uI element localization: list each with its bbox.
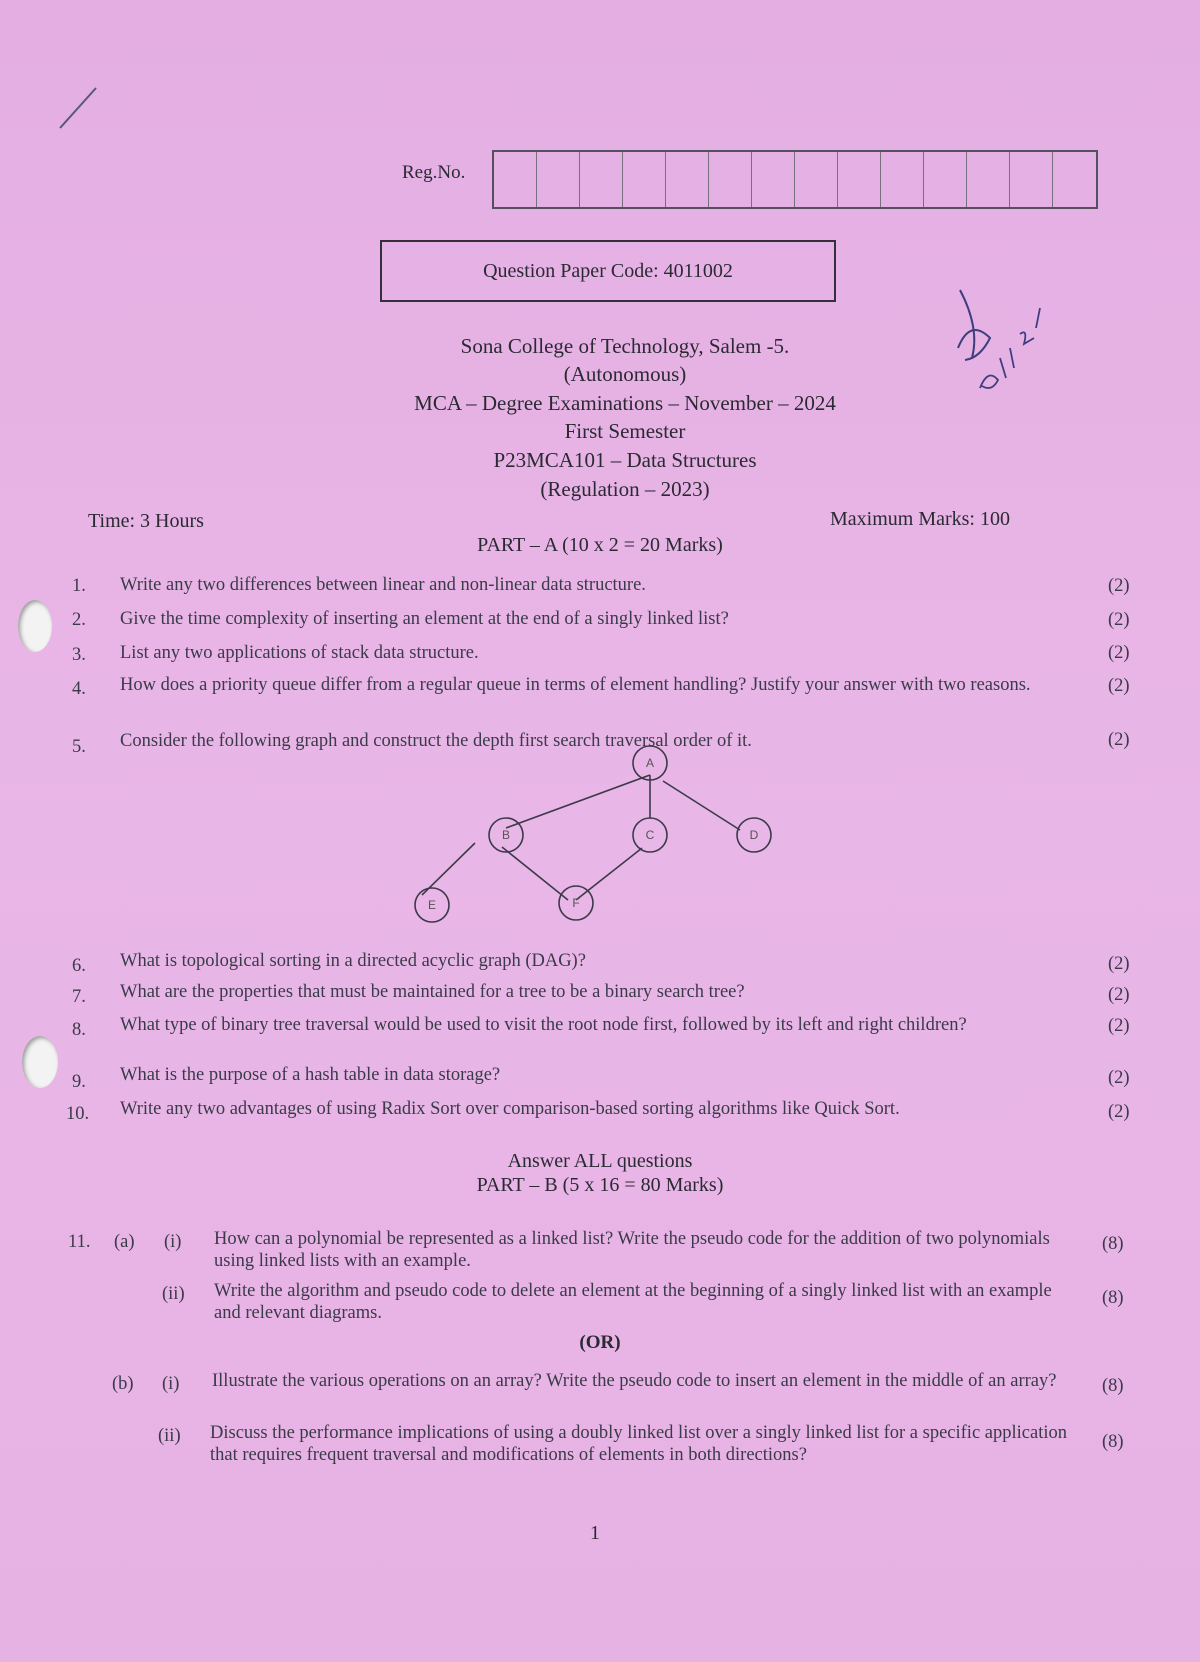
graph-edge — [422, 843, 475, 895]
graph-node-c-label: C — [645, 828, 655, 842]
pen-stroke-mark — [54, 84, 104, 134]
graph-node-f-label: F — [572, 896, 580, 910]
semester: First Semester — [564, 419, 686, 443]
punch-hole-bottom — [22, 1036, 58, 1088]
question-text: Write any two differences between linear and non-linear data structure. — [120, 575, 646, 595]
reg-no-box — [1010, 152, 1053, 207]
question-marks: (2) — [1108, 610, 1130, 630]
reg-no-box — [838, 152, 881, 207]
question-number: 11. — [68, 1232, 91, 1252]
question-marks: (8) — [1102, 1376, 1124, 1396]
question-number: 4. — [72, 679, 86, 699]
question-11a-i-text: How can a polynomial be represented as a linked list? Write the pseudo code for the addition of two polynomials using linked lists with an example. — [214, 1229, 1050, 1271]
exam-title: MCA – Degree Examinations – November – 2024 — [414, 391, 836, 415]
part-a-title: PART – A (10 x 2 = 20 Marks) — [477, 534, 723, 556]
question-number: 1. — [72, 576, 86, 596]
question-11b-i-text: Illustrate the various operations on an array? Write the pseudo code to insert an element in the middle of an array? — [212, 1371, 1057, 1391]
course-title: P23MCA101 – Data Structures — [493, 448, 757, 472]
question-paper-code: Question Paper Code: 4011002 — [483, 259, 733, 282]
question-text: What are the properties that must be maintained for a tree to be a binary search tree? — [120, 982, 745, 1002]
question-number: 5. — [72, 737, 86, 757]
part-i-label: (i) — [164, 1232, 182, 1252]
question-marks: (8) — [1102, 1234, 1124, 1254]
question-text: What is the purpose of a hash table in data storage? — [120, 1065, 501, 1085]
reg-no-box — [967, 152, 1010, 207]
time-allowed: Time: 3 Hours — [88, 510, 204, 532]
reg-no-box — [752, 152, 795, 207]
part-b-title: PART – B (5 x 16 = 80 Marks) — [476, 1174, 724, 1196]
question-number: 10. — [66, 1104, 90, 1124]
reg-no-box — [795, 152, 838, 207]
question-marks: (2) — [1108, 676, 1130, 696]
question-marks: (2) — [1108, 643, 1130, 663]
reg-no-box — [709, 152, 752, 207]
subquestion-a-label: (a) — [114, 1232, 135, 1252]
page-number: 1 — [590, 1522, 600, 1544]
graph-edge — [506, 775, 650, 828]
question-marks: (8) — [1102, 1432, 1124, 1452]
graph-node-d-label: D — [749, 828, 759, 842]
question-number: 3. — [72, 645, 86, 665]
answer-all-instruction: Answer ALL questions — [507, 1150, 693, 1172]
autonomous-label: (Autonomous) — [563, 362, 687, 386]
question-text: What is topological sorting in a directed acyclic graph (DAG)? — [120, 951, 586, 971]
reg-no-box — [580, 152, 623, 207]
graph-node-a-label: A — [645, 756, 655, 770]
question-text: Consider the following graph and construct the depth first search traversal order of it. — [120, 731, 752, 751]
question-11b-ii-text: Discuss the performance implications of using a doubly linked list over a singly linked list for a specific application that requires frequent traversal and modifications of elements in both directions? — [210, 1423, 1067, 1465]
reg-no-boxes — [492, 150, 1098, 209]
question-number: 9. — [72, 1072, 86, 1092]
or-separator: (OR) — [579, 1332, 621, 1353]
question-marks: (2) — [1108, 1102, 1130, 1122]
question-text: Write any two advantages of using Radix Sort over comparison-based sorting algorithms like Quick Sort. — [120, 1099, 900, 1119]
graph-edge — [502, 847, 568, 900]
reg-no-box — [881, 152, 924, 207]
reg-no-box — [1053, 152, 1096, 207]
question-number: 8. — [72, 1020, 86, 1040]
question-number: 6. — [72, 956, 86, 976]
question-marks: (2) — [1108, 1068, 1130, 1088]
question-11a-ii-text: Write the algorithm and pseudo code to delete an element at the beginning of a singly linked list with an example and relevant diagrams. — [214, 1281, 1052, 1323]
reg-no-label: Reg.No. — [402, 162, 466, 183]
reg-no-box — [924, 152, 967, 207]
part-ii-label: (ii) — [162, 1284, 185, 1304]
question-number: 7. — [72, 987, 86, 1007]
graph-edge — [663, 781, 740, 830]
part-ii-label: (ii) — [158, 1426, 181, 1446]
question-marks: (2) — [1108, 730, 1130, 750]
graph-node-e-label: E — [427, 898, 437, 912]
question-marks: (2) — [1108, 576, 1130, 596]
part-i-label: (i) — [162, 1374, 180, 1394]
question-marks: (8) — [1102, 1288, 1124, 1308]
handwritten-signature — [950, 288, 1050, 398]
reg-no-box — [537, 152, 580, 207]
regulation: (Regulation – 2023) — [540, 477, 710, 501]
reg-no-box — [666, 152, 709, 207]
question-marks: (2) — [1108, 985, 1130, 1005]
punch-hole-top — [18, 600, 52, 652]
question-text: Give the time complexity of inserting an element at the end of a singly linked list? — [120, 609, 729, 629]
question-text: List any two applications of stack data structure. — [120, 643, 479, 663]
question-marks: (2) — [1108, 954, 1130, 974]
graph-edge — [576, 848, 642, 900]
dfs-graph-diagram — [380, 745, 800, 925]
question-number: 2. — [72, 610, 86, 630]
maximum-marks: Maximum Marks: 100 — [830, 508, 1010, 530]
question-text: How does a priority queue differ from a regular queue in terms of element handling? Justify your answer with two reasons. — [120, 675, 1031, 695]
subquestion-b-label: (b) — [112, 1374, 134, 1394]
reg-no-box — [623, 152, 666, 207]
graph-node-b-label: B — [501, 828, 511, 842]
question-text: What type of binary tree traversal would be used to visit the root node first, followed by its left and right children? — [120, 1015, 967, 1035]
question-paper-code-box — [380, 240, 836, 302]
reg-no-box — [494, 152, 537, 207]
college-name: Sona College of Technology, Salem -5. — [460, 334, 790, 358]
question-marks: (2) — [1108, 1016, 1130, 1036]
